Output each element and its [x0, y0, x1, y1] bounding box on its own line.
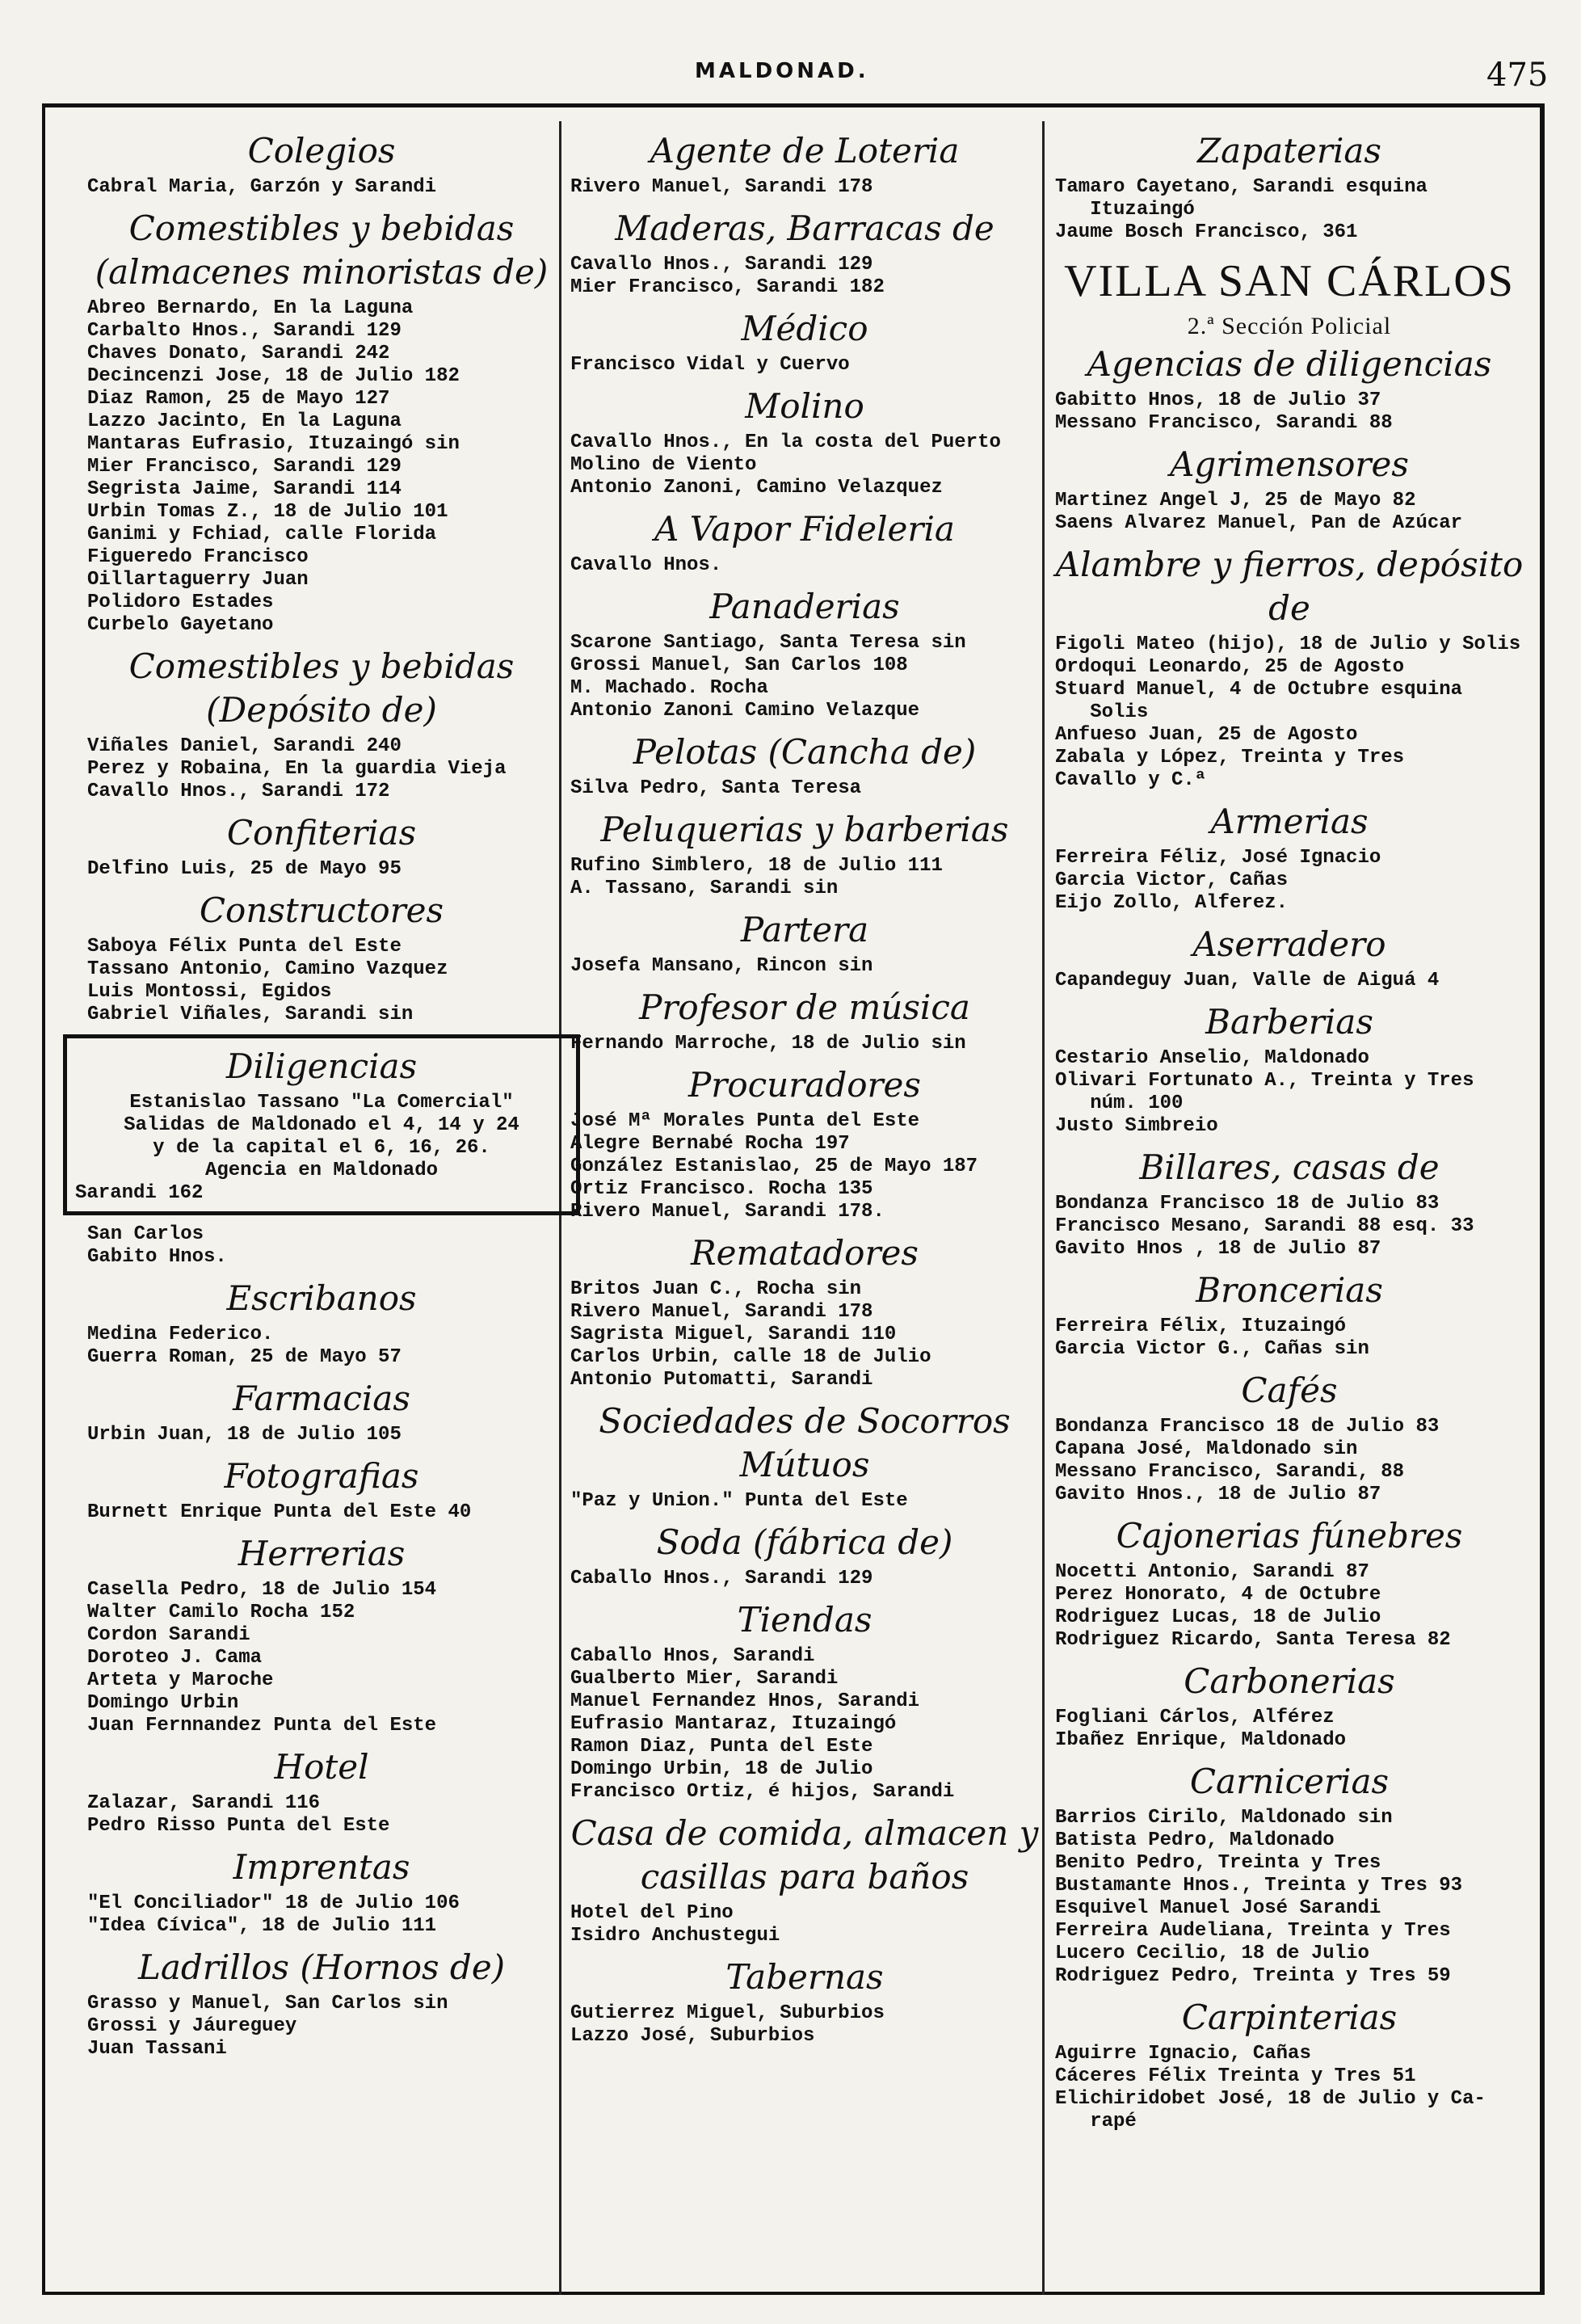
- section-heading: Soda (fábrica de): [656, 1522, 953, 1562]
- directory-entry: Capana José, Maldonado sin: [1055, 1438, 1358, 1460]
- directory-section: [570, 1231, 1039, 1391]
- section-heading: Carpinterias: [1181, 1998, 1398, 2037]
- directory-entry: Saens Alvarez Manuel, Pan de Azúcar: [1055, 512, 1463, 534]
- directory-section: [87, 1277, 556, 1369]
- directory-section: [570, 207, 1039, 299]
- section-heading: Tabernas: [725, 1957, 884, 1997]
- section-heading: Zapaterias: [1197, 131, 1381, 171]
- directory-entry: Bustamante Hnos., Treinta y Tres 93: [1055, 1875, 1463, 1897]
- directory-section: [1055, 1369, 1524, 1506]
- section-heading: Constructores: [199, 890, 444, 930]
- directory-entry: Aguirre Ignacio, Cañas: [1055, 2043, 1311, 2065]
- directory-section: [1055, 443, 1524, 535]
- directory-section: [1055, 1760, 1524, 1988]
- directory-entry: Cavallo y C.ª: [1055, 769, 1207, 791]
- section-heading: Agencias de diligencias: [1087, 344, 1492, 384]
- directory-entry: Bondanza Francisco 18 de Julio 83: [1055, 1193, 1440, 1215]
- directory-entry: Doroteo J. Cama: [87, 1647, 263, 1669]
- directory-entry: Burnett Enrique Punta del Este 40: [87, 1501, 472, 1523]
- directory-entry: Olivari Fortunato A., Treinta y Tres: [1055, 1070, 1474, 1092]
- directory-section: [1055, 1269, 1524, 1361]
- directory-entry: Cestario Anselio, Maldonado: [1055, 1047, 1369, 1069]
- directory-section: [87, 889, 556, 1026]
- directory-entry: Ibañez Enrique, Maldonado: [1055, 1729, 1347, 1751]
- directory-entry: Cavallo Hnos.: [570, 554, 722, 576]
- directory-entry: Gualberto Mier, Sarandi: [570, 1668, 839, 1690]
- directory-entry: "Idea Cívica", 18 de Julio 111: [87, 1915, 437, 1937]
- page-header: [32, 15, 1551, 103]
- section-heading: Aserradero: [1192, 924, 1386, 964]
- section-heading: Broncerias: [1196, 1270, 1383, 1310]
- section-heading: Fotografias: [224, 1456, 419, 1496]
- directory-entry: Eufrasio Mantaraz, Ituzaingó: [570, 1713, 897, 1735]
- directory-entry: Figueredo Francisco: [87, 546, 309, 568]
- directory-entry: Mier Francisco, Sarandi 182: [570, 276, 885, 298]
- directory-section: [87, 1377, 556, 1446]
- directory-entry: Ramon Diaz, Punta del Este: [570, 1736, 873, 1758]
- directory-entry: Ortiz Francisco. Rocha 135: [570, 1178, 873, 1200]
- page-number: 475: [1486, 57, 1549, 94]
- directory-entry: "Paz y Union." Punta del Este: [570, 1490, 908, 1512]
- directory-entry: Polidoro Estades: [87, 592, 274, 613]
- directory-entry: Tamaro Cayetano, Sarandi esquina: [1055, 176, 1428, 198]
- section-heading: Carbonerias: [1184, 1661, 1395, 1701]
- section-heading: Carnicerias: [1189, 1762, 1390, 1801]
- directory-entry: Juan Tassani: [87, 2038, 227, 2060]
- directory-entry: Mier Francisco, Sarandi 129: [87, 456, 402, 478]
- ad-line: Sarandi 162: [75, 1182, 204, 1204]
- town-subtitle: 2.ª Sección Policial: [1187, 313, 1392, 339]
- directory-entry: Justo Simbreio: [1055, 1115, 1218, 1137]
- section-heading: Molino: [745, 386, 864, 426]
- directory-section: [87, 811, 556, 881]
- directory-entry: Tassano Antonio, Camino Vazquez: [87, 958, 448, 980]
- directory-section: [87, 129, 556, 199]
- directory-entry: Antonio Zanoni Camino Velazque: [570, 700, 920, 722]
- directory-entry: Curbelo Gayetano: [87, 614, 274, 636]
- directory-entry: Jaume Bosch Francisco, 361: [1055, 221, 1358, 243]
- directory-section: [570, 385, 1039, 499]
- directory-entry: Ganimi y Fchiad, calle Florida: [87, 524, 437, 545]
- directory-entry: Antonio Putomatti, Sarandi: [570, 1369, 873, 1391]
- directory-entry: A. Tassano, Sarandi sin: [570, 878, 839, 899]
- section-heading: Cafés: [1241, 1370, 1338, 1410]
- section-heading: Maderas, Barracas de: [615, 208, 994, 248]
- directory-entry: Molino de Viento: [570, 454, 757, 476]
- directory-entry: Delfino Luis, 25 de Mayo 95: [87, 858, 402, 880]
- directory-section: [87, 1455, 556, 1524]
- directory-entry: Saboya Félix Punta del Este: [87, 936, 402, 958]
- directory-entry: Segrista Jaime, Sarandi 114: [87, 478, 402, 500]
- section-heading: Procuradores: [688, 1065, 921, 1105]
- directory-entry: Guerra Roman, 25 de Mayo 57: [87, 1346, 402, 1368]
- directory-entry: Messano Francisco, Sarandi 88: [1055, 412, 1393, 434]
- directory-column-3: [1055, 129, 1524, 2141]
- directory-entry: Carbalto Hnos., Sarandi 129: [87, 320, 402, 342]
- directory-entry: Medina Federico.: [87, 1324, 274, 1345]
- ad-line: Agencia en Maldonado: [204, 1160, 439, 1181]
- directory-section: [570, 808, 1039, 900]
- directory-section: [570, 1598, 1039, 1804]
- directory-entry: Esquivel Manuel José Sarandi: [1055, 1897, 1381, 1919]
- directory-section: [570, 1521, 1039, 1590]
- directory-section: [1055, 1514, 1524, 1652]
- directory-section: [87, 207, 556, 637]
- directory-entry: núm. 100: [1055, 1093, 1184, 1114]
- directory-section: [570, 986, 1039, 1055]
- directory-entry: Solis: [1055, 701, 1149, 723]
- directory-entry: Domingo Urbin: [87, 1692, 239, 1714]
- directory-section: [570, 730, 1039, 800]
- directory-entry: Cordon Sarandi: [87, 1624, 250, 1646]
- directory-entry: Alegre Bernabé Rocha 197: [570, 1133, 850, 1155]
- section-heading: Alambre y fierros, depósito de: [1055, 545, 1524, 628]
- directory-section: [1055, 1000, 1524, 1138]
- directory-entry: Ituzaingó: [1055, 199, 1195, 221]
- section-heading: Barberias: [1205, 1002, 1373, 1042]
- directory-entry: José Mª Morales Punta del Este: [570, 1110, 920, 1132]
- directory-entry: Ferreira Féliz, José Ignacio: [1055, 847, 1381, 869]
- directory-entry: Francisco Vidal y Cuervo: [570, 354, 850, 376]
- section-heading: Rematadores: [691, 1233, 919, 1273]
- section-heading: Imprentas: [233, 1847, 410, 1887]
- section-heading: Billares, casas de: [1139, 1147, 1440, 1187]
- directory-entry: M. Machado. Rocha: [570, 677, 768, 699]
- directory-entry: Ferreira Félix, Ituzaingó: [1055, 1316, 1347, 1337]
- directory-entry: Antonio Zanoni, Camino Velazquez: [570, 477, 943, 499]
- directory-section: [87, 1745, 556, 1838]
- directory-section: [570, 1956, 1039, 2048]
- directory-entry: Cáceres Félix Treinta y Tres 51: [1055, 2065, 1416, 2087]
- directory-entry: Rivero Manuel, Sarandi 178: [570, 1301, 873, 1323]
- directory-entry: Gavito Hnos , 18 de Julio 87: [1055, 1238, 1381, 1260]
- section-heading: Armerias: [1210, 802, 1369, 841]
- directory-entry: Oillartaguerry Juan: [87, 569, 309, 591]
- directory-entry: Capandeguy Juan, Valle de Aiguá 4: [1055, 970, 1440, 991]
- directory-entry: Carlos Urbin, calle 18 de Julio: [570, 1346, 931, 1368]
- directory-entry: rapé: [1055, 2111, 1137, 2132]
- section-heading: Peluquerias y barberias: [600, 810, 1009, 849]
- section-heading: Farmacias: [233, 1379, 410, 1418]
- directory-entry: Fernando Marroche, 18 de Julio sin: [570, 1033, 966, 1055]
- directory-entry: Viñales Daniel, Sarandi 240: [87, 735, 402, 757]
- directory-entry: Nocetti Antonio, Sarandi 87: [1055, 1561, 1369, 1583]
- directory-entry: Lazzo José, Suburbios: [570, 2025, 815, 2047]
- directory-entry: Scarone Santiago, Santa Teresa sin: [570, 632, 966, 654]
- directory-section: [87, 1223, 556, 1269]
- directory-entry: Perez Honorato, 4 de Octubre: [1055, 1584, 1381, 1606]
- directory-section: [1055, 129, 1524, 244]
- advertisement-box: [63, 1034, 580, 1215]
- directory-entry: Britos Juan C., Rocha sin: [570, 1278, 862, 1300]
- directory-entry: Cavallo Hnos., Sarandi 172: [87, 781, 390, 802]
- section-heading: Cajonerias fúnebres: [1116, 1516, 1463, 1556]
- section-heading: Ladrillos (Hornos de): [137, 1947, 506, 1987]
- directory-section: [570, 585, 1039, 722]
- directory-entry: Abreo Bernardo, En la Laguna: [87, 297, 414, 319]
- directory-entry: Cavallo Hnos., En la costa del Puerto: [570, 432, 1001, 453]
- directory-entry: Cabral Maria, Garzón y Sarandi: [87, 176, 437, 198]
- directory-entry: Francisco Ortiz, é hijos, Sarandi: [570, 1781, 955, 1803]
- directory-entry: Grasso y Manuel, San Carlos sin: [87, 1993, 448, 2015]
- directory-entry: Fogliani Cárlos, Alférez: [1055, 1707, 1335, 1728]
- directory-entry: Benito Pedro, Treinta y Tres: [1055, 1852, 1381, 1874]
- directory-section: [87, 1846, 556, 1938]
- section-heading: A Vapor Fideleria: [654, 509, 955, 549]
- section-heading: Agente de Loteria: [650, 131, 960, 171]
- section-heading: Sociedades de Socorros Mútuos: [599, 1401, 1011, 1484]
- ad-line: Salidas de Maldonado el 4, 14 y 24: [124, 1114, 519, 1136]
- directory-entry: Rivero Manuel, Sarandi 178.: [570, 1201, 885, 1223]
- directory-entry: Bondanza Francisco 18 de Julio 83: [1055, 1416, 1440, 1438]
- directory-entry: Cavallo Hnos., Sarandi 129: [570, 254, 873, 276]
- directory-entry: Chaves Donato, Sarandi 242: [87, 343, 390, 364]
- directory-entry: Gabito Hnos.: [87, 1246, 227, 1268]
- section-heading: Comestibles y bebidas (Depósito de): [128, 646, 515, 730]
- directory-entry: Rodriguez Pedro, Treinta y Tres 59: [1055, 1965, 1451, 1987]
- directory-entry: Hotel del Pino: [570, 1902, 734, 1924]
- directory-column-2: [570, 129, 1039, 2056]
- section-heading: Colegios: [247, 131, 396, 171]
- directory-entry: Eijo Zollo, Alferez.: [1055, 892, 1289, 914]
- directory-section: [1055, 343, 1524, 435]
- directory-section: [1055, 1146, 1524, 1261]
- directory-entry: Elichiridobet José, 18 de Julio y Ca-: [1055, 2088, 1486, 2110]
- directory-entry: Sagrista Miguel, Sarandi 110: [570, 1324, 897, 1345]
- directory-entry: Barrios Cirilo, Maldonado sin: [1055, 1807, 1393, 1829]
- section-heading: Escribanos: [226, 1278, 417, 1318]
- section-heading: Confiterias: [226, 813, 417, 853]
- directory-entry: Domingo Urbin, 18 de Julio: [570, 1758, 873, 1780]
- directory-entry: Rodriguez Lucas, 18 de Julio: [1055, 1606, 1381, 1628]
- ad-line: y de la capital el 6, 16, 26.: [153, 1137, 490, 1159]
- directory-entry: Isidro Anchustegui: [570, 1925, 780, 1947]
- directory-entry: Grossi y Jáureguey: [87, 2015, 297, 2037]
- directory-entry: Grossi Manuel, San Carlos 108: [570, 655, 908, 676]
- page-title: MALDONAD.: [695, 59, 869, 83]
- directory-section: [87, 1532, 556, 1737]
- directory-entry: González Estanislao, 25 de Mayo 187: [570, 1156, 978, 1177]
- ad-line: Estanislao Tassano "La Comercial": [129, 1092, 514, 1114]
- directory-entry: Juan Fernnandez Punta del Este: [87, 1715, 437, 1737]
- directory-entry: Perez y Robaina, En la guardia Vieja: [87, 758, 507, 780]
- directory-section: [1055, 1660, 1524, 1752]
- section-heading: Panaderias: [709, 587, 900, 626]
- directory-section: [570, 507, 1039, 577]
- directory-entry: Pedro Risso Punta del Este: [87, 1815, 390, 1837]
- directory-entry: Decincenzi Jose, 18 de Julio 182: [87, 365, 460, 387]
- directory-entry: Zabala y López, Treinta y Tres: [1055, 747, 1405, 768]
- directory-entry: Lucero Cecilio, 18 de Julio: [1055, 1943, 1369, 1964]
- directory-section: [570, 129, 1039, 199]
- directory-section: [1055, 923, 1524, 992]
- directory-entry: Luis Montossi, Egidos: [87, 981, 332, 1003]
- directory-entry: Arteta y Maroche: [87, 1669, 274, 1691]
- directory-section: [87, 1946, 556, 2061]
- section-heading: Partera: [740, 910, 869, 949]
- directory-entry: Walter Camilo Rocha 152: [87, 1602, 355, 1623]
- ad-heading: Diligencias: [225, 1046, 418, 1086]
- directory-entry: Casella Pedro, 18 de Julio 154: [87, 1579, 437, 1601]
- directory-entry: Rodriguez Ricardo, Santa Teresa 82: [1055, 1629, 1451, 1651]
- directory-entry: Rivero Manuel, Sarandi 178: [570, 176, 873, 198]
- directory-column-1: [75, 129, 556, 2069]
- section-heading: Hotel: [274, 1747, 369, 1787]
- section-heading: Agrimensores: [1170, 444, 1409, 484]
- directory-entry: Diaz Ramon, 25 de Mayo 127: [87, 388, 390, 410]
- directory-entry: Ferreira Audeliana, Treinta y Tres: [1055, 1920, 1451, 1942]
- directory-entry: Rufino Simblero, 18 de Julio 111: [570, 855, 943, 877]
- directory-entry: Mantaras Eufrasio, Ituzaingó sin: [87, 433, 460, 455]
- directory-entry: Josefa Mansano, Rincon sin: [570, 955, 873, 977]
- section-heading: Tiendas: [737, 1600, 872, 1640]
- directory-section: [570, 1812, 1039, 1947]
- directory-section: [570, 908, 1039, 978]
- directory-section: [1055, 1996, 1524, 2133]
- directory-entry: Garcia Victor, Cañas: [1055, 869, 1289, 891]
- directory-section: [1055, 543, 1524, 792]
- directory-entry: Messano Francisco, Sarandi, 88: [1055, 1461, 1405, 1483]
- column-divider: [1042, 121, 1045, 2295]
- directory-entry: Gutierrez Miguel, Suburbios: [570, 2002, 885, 2024]
- directory-entry: Martinez Angel J, 25 de Mayo 82: [1055, 490, 1416, 512]
- directory-entry: San Carlos: [87, 1223, 204, 1245]
- town-title: VILLA SAN CÁRLOS: [1064, 256, 1515, 306]
- directory-section: [570, 1063, 1039, 1223]
- directory-entry: Zalazar, Sarandi 116: [87, 1792, 321, 1814]
- directory-entry: Gabriel Viñales, Sarandi sin: [87, 1004, 414, 1025]
- directory-entry: Caballo Hnos, Sarandi: [570, 1645, 815, 1667]
- directory-section: [570, 1400, 1039, 1513]
- directory-entry: Gavito Hnos., 18 de Julio 87: [1055, 1484, 1381, 1505]
- directory-entry: Urbin Juan, 18 de Julio 105: [87, 1424, 402, 1446]
- directory-entry: Urbin Tomas Z., 18 de Julio 101: [87, 501, 448, 523]
- directory-entry: Manuel Fernandez Hnos, Sarandi: [570, 1690, 920, 1712]
- section-heading: Herrerias: [238, 1534, 406, 1573]
- directory-section: [570, 307, 1039, 377]
- directory-entry: Stuard Manuel, 4 de Octubre esquina: [1055, 679, 1463, 701]
- directory-entry: Francisco Mesano, Sarandi 88 esq. 33: [1055, 1215, 1474, 1237]
- section-heading: Profesor de música: [639, 987, 970, 1027]
- directory-entry: Ordoqui Leonardo, 25 de Agosto: [1055, 656, 1405, 678]
- section-heading: Pelotas (Cancha de): [633, 732, 977, 772]
- directory-section: [1055, 800, 1524, 915]
- directory-entry: Caballo Hnos., Sarandi 129: [570, 1568, 873, 1589]
- directory-entry: "El Conciliador" 18 de Julio 106: [87, 1892, 460, 1914]
- directory-entry: Silva Pedro, Santa Teresa: [570, 777, 862, 799]
- directory-entry: Lazzo Jacinto, En la Laguna: [87, 410, 402, 432]
- section-heading: Casa de comida, almacen y casillas para baños: [570, 1813, 1039, 1897]
- section-heading: Médico: [741, 309, 868, 348]
- directory-entry: Garcia Victor G., Cañas sin: [1055, 1338, 1369, 1360]
- directory-entry: Batista Pedro, Maldonado: [1055, 1829, 1335, 1851]
- directory-entry: Gabitto Hnos, 18 de Julio 37: [1055, 389, 1381, 411]
- section-heading: Comestibles y bebidas (almacenes minoristas de): [95, 208, 549, 292]
- directory-entry: Anfueso Juan, 25 de Agosto: [1055, 724, 1358, 746]
- directory-entry: Figoli Mateo (hijo), 18 de Julio y Solis: [1055, 634, 1521, 655]
- directory-section: [87, 645, 556, 803]
